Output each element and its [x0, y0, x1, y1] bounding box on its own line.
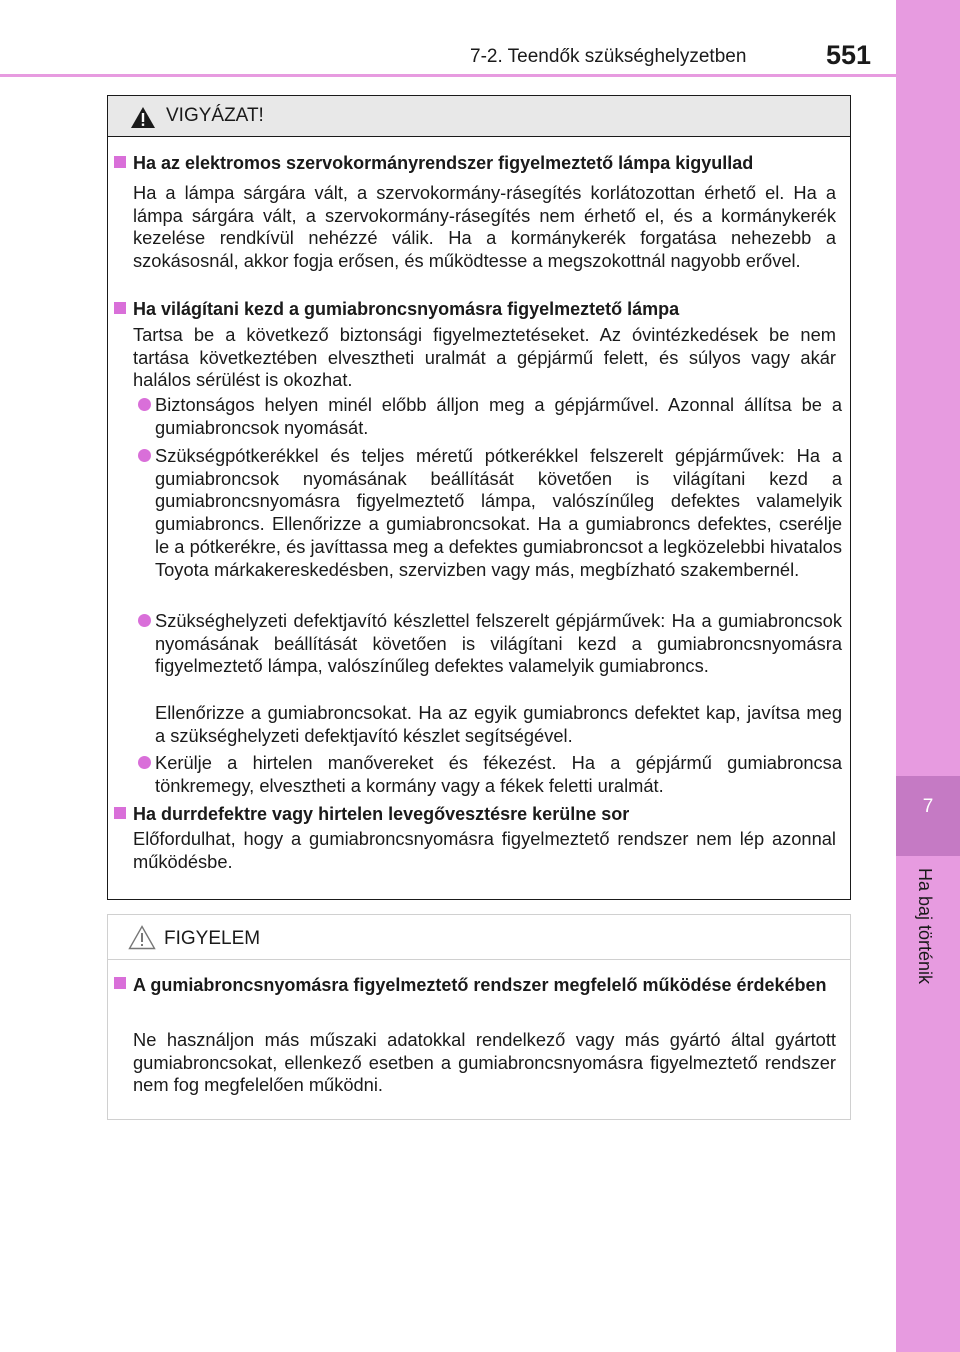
- section-heading: Ha az elektromos szervokormányrendszer figyelmeztető lámpa kigyullad: [133, 152, 842, 175]
- paragraph: Tartsa be a következő biztonsági figyelmeztetéseket. Az óvintézkedések be nem tartása következtében elvesztheti uralmát a gépjármű felett, és súlyos vagy akár halálos sérülést is okozhat.: [133, 324, 836, 391]
- list-item: Szükséghelyzeti defektjavító készlettel felszerelt gépjárművek: Ha a gumiabroncsok nyomásának beállítását követően is világítani kezd a gumiabroncsnyomásra figyelmeztető lámpa, valószínűleg defektes valamelyik gumiabroncs.: [155, 610, 842, 677]
- paragraph: Ha a lámpa sárgára vált, a szervokormány-rásegítés korlátozottan érhető el. Ha a lámpa sárgára vált, a szervokormány-rásegítés nem érhető el, és a kormánykerék kezelése rendkívül nehézzé válik. Ha a kormánykerék forgatása nehezebb a szokásosnál, akkor fogja erősen, és működtesse a megszokottnál nagyobb erővel.: [133, 182, 836, 272]
- paragraph: Előfordulhat, hogy a gumiabroncsnyomásra figyelmeztető rendszer nem lép azonnal működésbe.: [133, 828, 836, 872]
- notice-box: [107, 914, 851, 1120]
- notice-header: [108, 915, 850, 960]
- chapter-number: 7: [922, 796, 934, 817]
- paragraph: Ellenőrizze a gumiabroncsokat. Ha az egyik gumiabroncs defektet kap, javítsa meg a szükséghelyzeti defektjavító készlet segítségével.: [155, 702, 842, 746]
- notice-title: FIGYELEM: [164, 928, 261, 949]
- chapter-side-tab: [896, 0, 960, 1352]
- section-heading: Ha világítani kezd a gumiabroncsnyomásra figyelmeztető lámpa: [133, 298, 842, 321]
- section-heading: Ha durrdefektre vagy hirtelen levegővesztésre kerülne sor: [133, 803, 842, 826]
- list-item: Szükségpótkerékkel és teljes méretű pótkerékkel felszerelt gépjárművek: Ha a gumiabroncsok nyomásának beállítását követően is világítani kezd a gumiabroncsnyomásra figyelmeztető lámpa, valószínűleg defektes valamelyik gumiabroncs. Ellenőrizze a gumiabroncsokat. Ha a gumiabroncs defektes, cserélje le a pótkerékre, és javíttassa meg a defektes gumiabroncsot a legközelebbi hivatalos Toyota márkakereskedésben, szervizben vagy más, megbízható szakembernél.: [155, 445, 842, 580]
- section-heading: A gumiabroncsnyomásra figyelmeztető rendszer megfelelő működése érdekében: [133, 973, 840, 997]
- caution-header: [108, 96, 850, 137]
- header-section-title: 7-2. Teendők szükséghelyzetben: [470, 46, 747, 67]
- warning-triangle-outline-icon: [128, 925, 156, 950]
- chapter-title-text: Ha baj történik: [915, 868, 935, 985]
- header-divider: [0, 74, 896, 77]
- list-item: Kerülje a hirtelen manővereket és fékezést. Ha a gépjármű gumiabroncsa tönkremegy, elvesztheti a kormány vagy a fékek feletti uralmát.: [155, 752, 842, 796]
- chapter-title: [898, 868, 958, 1028]
- list-item: Biztonságos helyen minél előbb álljon meg a gépjárművel. Azonnal állítsa be a gumiabroncsok nyomását.: [155, 394, 842, 438]
- caution-box: [107, 95, 851, 900]
- caution-title: VIGYÁZAT!: [166, 105, 264, 126]
- page-number: 551: [826, 40, 872, 70]
- warning-triangle-icon: [130, 106, 156, 129]
- paragraph: Ne használjon más műszaki adatokkal rendelkező vagy más gyártó által gyártott gumiabroncsokat, ellenkező esetben a gumiabroncsnyomásra figyelmeztető rendszer nem fog megfelelően működni.: [133, 1029, 836, 1096]
